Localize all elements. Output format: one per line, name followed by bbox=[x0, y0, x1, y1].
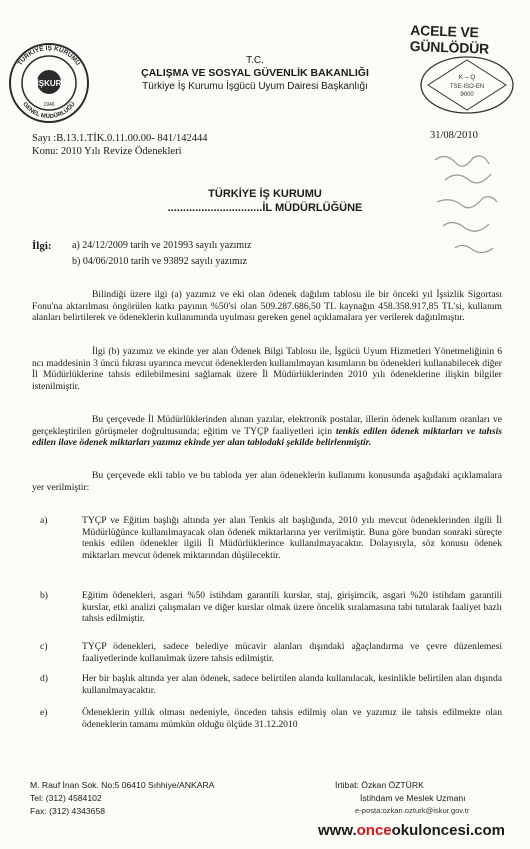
svg-text:İŞKUR: İŞKUR bbox=[36, 79, 62, 88]
list-item-label: e) bbox=[40, 707, 48, 718]
ilgi-ref-a: a) 24/12/2009 tarih ve 201993 sayılı yazımız bbox=[72, 240, 252, 251]
footer-fax: Fax: (312) 4343658 bbox=[30, 806, 106, 816]
list-item-text: Ödeneklerin yıllık olması nedeniyle, önceden tahsis edilmiş olan ve yazımız ile tahsis edilmekte olan ödeneklerin tamamı mümkün olduğu ölçüde 31.12.2010 bbox=[82, 707, 502, 730]
footer-email: e-posta:ozkan.ozturk@iskur.gov.tr bbox=[355, 806, 470, 815]
footer-contact-title: İstihdam ve Meslek Uzmanı bbox=[360, 793, 466, 803]
urgent-stamp: ACELE VE GÜNLÖDÜR bbox=[409, 21, 490, 57]
tse-certification-badge bbox=[418, 54, 516, 116]
svg-text:1946: 1946 bbox=[43, 102, 55, 108]
list-item-label: a) bbox=[40, 515, 48, 526]
svg-text:TÜRKİYE İŞ KURUMU: TÜRKİYE İŞ KURUMU bbox=[16, 44, 82, 67]
header-tc: T.C. bbox=[246, 55, 264, 66]
document-date: 31/08/2010 bbox=[430, 130, 478, 141]
list-item-label: c) bbox=[40, 641, 48, 652]
ilgi-ref-b: b) 04/06/2010 tarih ve 93892 sayılı yazımız bbox=[72, 256, 247, 267]
watermark-suffix: okuloncesi.com bbox=[391, 822, 506, 839]
header-department: Türkiye İş Kurumu İşgücü Uyum Dairesi Başkanlığı bbox=[142, 81, 368, 92]
addressee-directorate: ...............................İL MÜDÜRLÜĞÜNE bbox=[167, 202, 363, 214]
tse-line1: K – Q bbox=[458, 74, 476, 81]
body-paragraph-1: Bilindiği üzere ilgi (a) yazımız ve eki olan ödenek dağılım tablosu ile bir önceki yıl İşsizlik Sigortası Fonu'na aktarılması öngörülen katkı payının %50'si olan 509.287.686,50 TL kaynağın 458.358.917,85 TL'si, kullanım alanları belirtilerek ve ödeneklerin kullanımında uyulması gereken genel açıklamalara yer verilerek dağıtılmıştır. bbox=[32, 289, 502, 324]
list-item-label: b) bbox=[40, 590, 48, 601]
footer-address: M. Rauf İnan Sok. No:5 06410 Sıhhiye/ANKARA bbox=[30, 780, 215, 790]
list-item-text: Her bir başlık altında yer alan ödenek, sadece belirtilen alanda kullanılacak, kesinlikle belirtilen alan dışında kullanılmayacaktır. bbox=[82, 673, 502, 696]
ilgi-label: İlgi: bbox=[32, 240, 52, 252]
list-item-text: Eğitim ödenekleri, asgari %50 istihdam garantili kurslar, staj, girişimcik, asgari %20 istihdam garantili kurslar, etki analizi çalışmaları ve diğer kurslar olmak üzere öncelik sıralamasına tabi tutularak faaliyet bazlı tahsis edilmiştir. bbox=[82, 590, 502, 625]
body-paragraph-4: Bu çerçevede ekli tablo ve bu tabloda yer alan ödeneklerin kullanımı konusunda aşağıdaki açıklamalara yer verilmiştir: bbox=[32, 470, 502, 493]
tse-line2: TSE-ISO-EN bbox=[449, 84, 485, 90]
list-item-label: d) bbox=[40, 673, 48, 684]
list-item-text: TYÇP ve Eğitim başlığı altında yer alan Tenkis alt başlığında, 2010 yılı mevcut ödeneklerinden ilgili İl Müdürlüğünce kullanılmayacak olan ödenek miktarlarına yer verilmiştir. Buna göre bundan sonraki süreçte tenkis edilen ödenekler ilgili İl Müdürlüklerince kullanılmayacaktır. Dolayısıyla, söz konusu ödenek miktarları mevcut ödenek miktarından düşülecektir. bbox=[82, 515, 502, 561]
reference-number: Sayı :B.13.1.TİK.0.11.00.00- 841/142444 bbox=[32, 133, 208, 144]
watermark-prefix: www. bbox=[318, 822, 357, 839]
list-item-text: TYÇP ödenekleri, sadece belediye mücavir alanları dışındaki ağaçlandırma ve çevre düzenlemesi faaliyetlerinde kullanılmak üzere tahsis edilmiştir. bbox=[82, 641, 502, 664]
tse-line3: 9000 bbox=[460, 92, 474, 98]
body-paragraph-3 bbox=[32, 414, 502, 449]
site-watermark bbox=[318, 822, 505, 839]
watermark-brand: once bbox=[356, 822, 392, 839]
footer-contact-person: İrtibat: Özkan ÖZTÜRK bbox=[335, 780, 424, 790]
body-paragraph-3-text: Bu çerçevede İl Müdürlüklerinden alınan yazılar, elektronik postalar, illerin ödenek kullanım oranları ve gerçekleştirilen görüşmeler doğrultusunda; eğitim ve TYÇP faaliyetleri için bbox=[32, 414, 502, 437]
header-ministry: ÇALIŞMA VE SOSYAL GÜVENLİK BAKANLIĞI bbox=[141, 67, 369, 79]
svg-text:GENEL MÜDÜRLÜĞÜ: GENEL MÜDÜRLÜĞÜ bbox=[21, 101, 77, 121]
footer-phone: Tel: (312) 4584102 bbox=[30, 793, 102, 803]
addressee-institution: TÜRKİYE İŞ KURUMU bbox=[208, 188, 322, 200]
body-paragraph-3-emphasis: tenkis edilen ödenek miktarları ve tahsis edilen ilave ödenek miktarları yazımız ekinde yer alan tablodaki şekilde belirlenmiştir. bbox=[32, 425, 502, 449]
iskur-seal-logo bbox=[8, 42, 90, 124]
reference-subject: Konu: 2010 Yılı Revize Ödenekleri bbox=[32, 146, 182, 157]
body-paragraph-2: İlgi (b) yazımız ve ekinde yer alan Ödenek Bilgi Tablosu ile, İşgücü Uyum Hizmetleri Yönetmeliğinin 6 ncı maddesinin 3 üncü fıkrası uyarınca mevcut ödeneklerden kullanılmayan kısımların bu ödenekleri kullanabilecek diğer İl Müdürlüklerine tahsis edilebilmesini sağlamak üzere İl Müdürlüklerinden 2010 yılı ödeneklerine ilişkin bilgiler istenilmiştir. bbox=[32, 346, 502, 392]
